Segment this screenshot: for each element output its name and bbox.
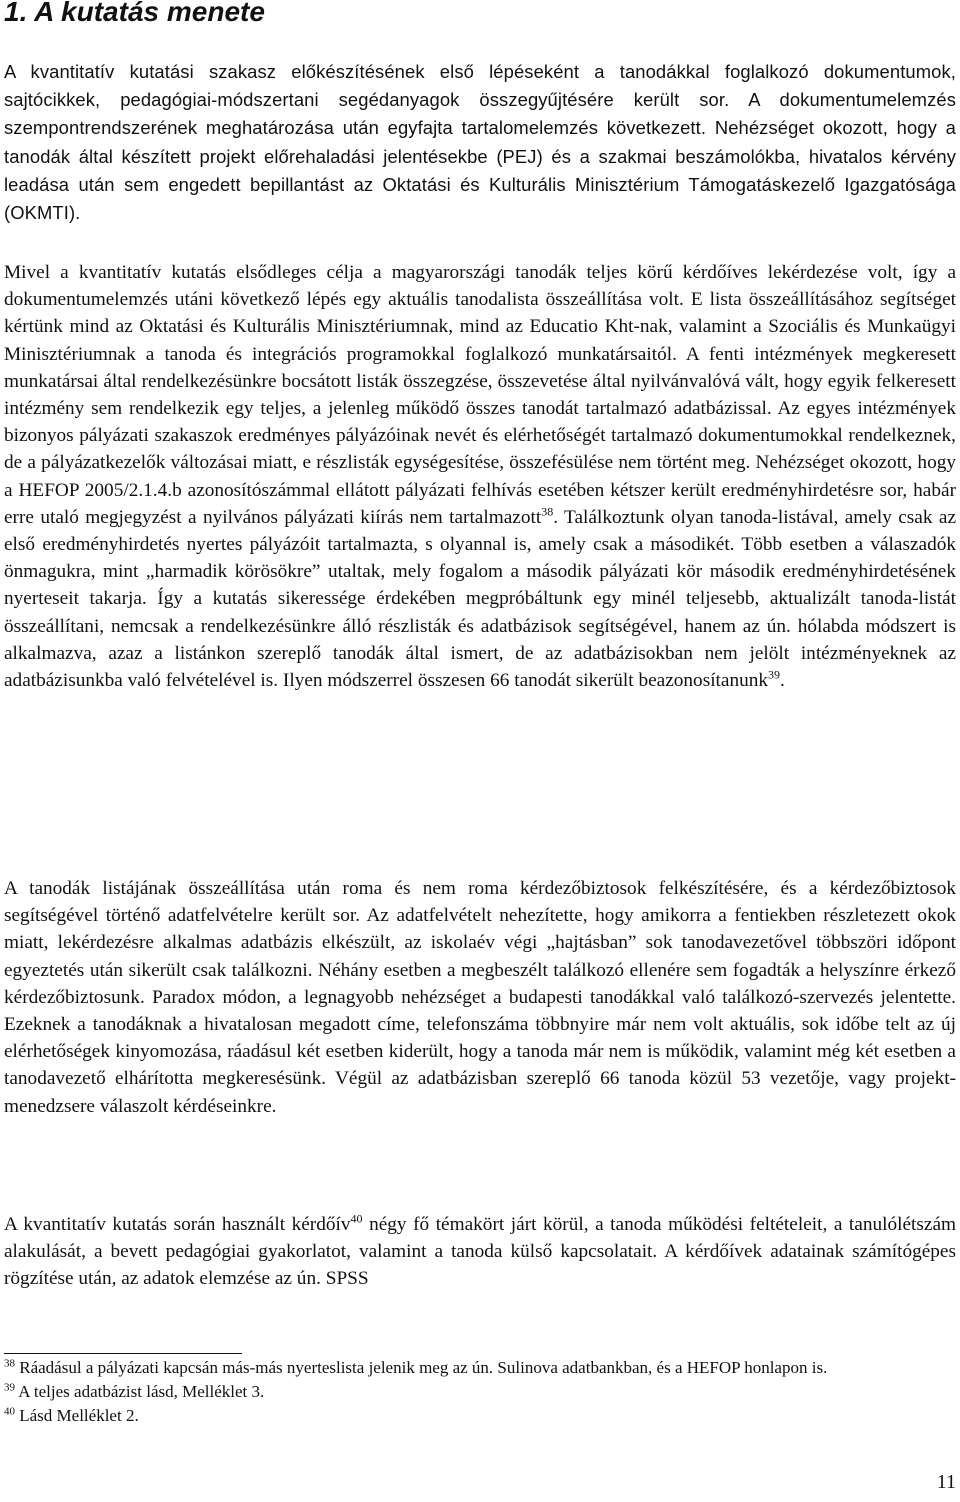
footnote-divider [4,1353,242,1354]
footnote-ref-38[interactable]: 38 [541,504,554,519]
paragraph-4-text-1: A kvantitatív kutatás során használt kérdőív [4,1214,351,1235]
section-heading: 1. A kutatás menete [4,0,265,27]
footnote-ref-40[interactable]: 40 [350,1211,363,1226]
paragraph-3 [4,875,956,1120]
footnote-number: 40 [4,1405,15,1418]
paragraph-1-sentence-1: A kvantitatív kutatási szakasz előkészítésének első lépéseként a tanodákkal foglalkozó dokumentumok, sajtócikkek, pedagógiai-módszertani segédanyagok összegyűjtésére került sor. A dokumentumelemzés szempontrendszerének meghatározása után egyfajta tartalomelemzés következett. [4,61,956,139]
footnote-number: 39 [4,1381,15,1394]
page-number: 11 [936,1471,956,1493]
paragraph-2 [4,259,956,694]
paragraph-3-text: A tanodák listájának összeállítása után roma és nem roma kérdezőbiztosok felkészítésére, és a kérdezőbiztosok segítségével történő adatfelvételre került sor. Az adatfelvételt nehezítette, hogy amikorra a fentiekben részletezett okok miatt, lekérdezésre alkalmas adatbázis elkészült, az iskolaév végi „hajtásban” sok tanodavezetővel többszöri időpont egyeztetés után sikerült csak találkozni. Néhány esetben a megbeszélt találkozó ellenére sem fogadták a helyszínre érkező kérdezőbiztosunk. Paradox módon, a legnagyobb nehézséget a budapesti tanodákkal való találkozó-szervezés jelentette. Ezeknek a tanodáknak a hivatalosan megadott címe, telefonszáma többnyire már nem volt aktuális, sok időbe telt az új elérhetőségek kinyomozása, ráadásul két esetben kiderült, hogy a tanoda már nem is működik, valamint még két esetben a tanodavezető elhárította megkeresésünk. Végül az adatbázisban szereplő 66 tanoda közül 53 vezetője, vagy projekt-menedzsere válaszolt kérdéseinkre. [4,878,956,1117]
paragraph-1 [4,58,956,227]
footnote-39 [4,1380,956,1404]
footnote-text: Ráadásul a pályázati kapcsán más-más nyerteslista jelenik meg az ún. Sulinova adatbankban, és a HEFOP honlapon is. [15,1358,828,1377]
footnote-ref-39[interactable]: 39 [768,667,781,682]
footnote-text: A teljes adatbázist lásd, Melléklet 3. [15,1382,265,1401]
footnotes [4,1356,956,1428]
footnote-38 [4,1356,956,1380]
paragraph-4 [4,1211,956,1293]
paragraph-1-sentence-2: Nehézséget okozott, hogy a tanodák által készített projekt előrehaladási jelentésekbe (PEJ) és a szakmai beszámolókba, hivatalos kérvény leadása után sem engedett bepillantást az Oktatási és Kulturális Minisztérium Támogatáskezelő Igazgatósága (OKMTI). [4,117,956,224]
paragraph-4-text-2: négy fő témakört járt körül, a tanoda működési feltételeit, a tanulólétszám alakulását, a bevett pedagógiai gyakorlatot, valamint a tanoda külső kapcsolatait. A kérdőívek adatainak számítógépes rögzítése után, az adatok elemzése az ún. SPSS [4,1214,957,1290]
footnote-40 [4,1404,956,1428]
footnote-text: Lásd Melléklet 2. [15,1406,139,1425]
footnote-number: 38 [4,1357,15,1370]
paragraph-2-text-2: . Találkoztunk olyan tanoda-listával, amely csak az első eredményhirdetés nyertes pályázóit tartalmazta, s olyannal is, amely csak a másodikét. Több esetben a válaszadók önmagukra, mint „harmadik körösökre” utaltak, mely fogalom a második pályázati kör második eredményhirdetésének nyerteseit takarja. Így a kutatás sikeressége érdekében megpróbáltunk egy minél teljesebb, aktualizált tanoda-listát összeállítani, nemcsak a rendelkezésünkre álló részlisták és adatbázisok segítségével, hanem az ún. hólabda módszert is alkalmazva, azaz a listánkon szereplő tanodák által ismert, de az adatbázisokban nem jelölt intézményeknek az adatbázisunkba való felvételével is. Ilyen módszerrel összesen 66 tanodát sikerült beazonosítanunk [4,506,957,692]
paragraph-2-text-1: Mivel a kvantitatív kutatás elsődleges célja a magyarországi tanodák teljes körű kérdőíves lekérdezése volt, így a dokumentumelemzés utáni következő lépés egy aktuális tanodalista összeállítása volt. E lista összeállításához segítséget kértünk mind az Oktatási és Kulturális Minisztériumnak, mind az Educatio Kht-nak, valamint a Szociális és Munkaügyi Minisztériumnak a tanoda és integrációs programokkal foglalkozó munkatársaitól. A fenti intézmények megkeresett munkatársai által rendelkezésünkre bocsátott listák összegzése, összevetése által nyilvánvalóvá vált, hogy egyik felkeresett intézmény sem rendelkezik egy teljes, a jelenleg működő összes tanodát tartalmazó adatbázissal. Az egyes intézmények bizonyos pályázati szakaszok eredményes pályázóinak nevét és elérhetőségét tartalmazó dokumentumokkal rendelkeznek, de a pályázatkezelők változásai miatt, e részlisták egységesítése, összefésülése nem történt meg. Nehézséget okozott, hogy a HEFOP 2005/2.1.4.b azonosítószámmal ellátott pályázati felhívás esetében kétszer került eredményhirdetésre sor, habár erre utaló megjegyzést a nyilvános pályázati kiírás nem tartalmazott [4,262,956,528]
paragraph-2-text-3: . [780,670,785,692]
